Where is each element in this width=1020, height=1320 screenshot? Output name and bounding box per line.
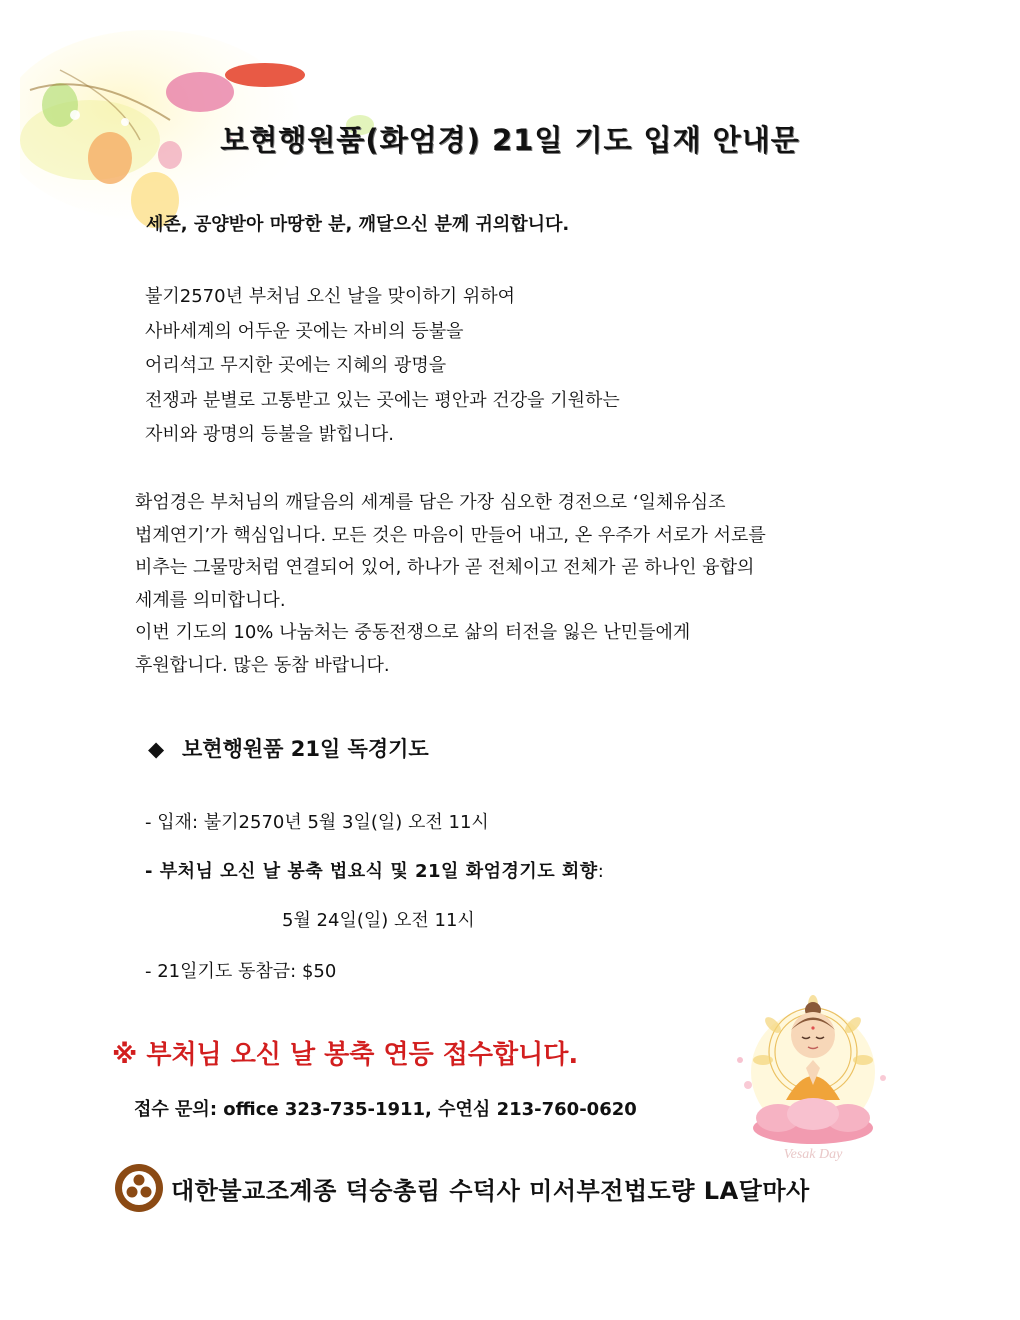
buddha-vesak-illustration xyxy=(718,990,908,1165)
temple-footer xyxy=(113,1162,810,1214)
paragraph-line: 법계연기’가 핵심입니다. 모든 것은 마음이 만들어 내고, 온 우주가 서로가 서로를 xyxy=(135,524,766,546)
vesak-day-watermark: Vesak Day xyxy=(783,1147,843,1162)
verse-line: 사바세계의 어두운 곳에는 자비의 등불을 xyxy=(145,320,464,342)
ceremony-text: - 부처님 오신 날 봉축 법요식 및 21일 화엄경기도 회향 xyxy=(145,861,598,882)
section-heading-text: 보현행원품 21일 독경기도 xyxy=(182,737,429,761)
diamond-bullet-icon: ◆ xyxy=(148,737,165,761)
verse-line: 자비와 광명의 등불을 밝힙니다. xyxy=(145,424,394,445)
temple-name: 대한불교조계종 덕숭총림 수덕사 미서부전법도량 LA달마사 xyxy=(171,1176,810,1205)
start-date-item: - 입재: 불기2570년 5월 3일(일) 오전 11시 xyxy=(145,812,489,833)
ceremony-item xyxy=(145,857,604,883)
verse-line: 어리석고 무지한 곳에는 지혜의 광명을 xyxy=(145,355,447,376)
paragraph-line: 화엄경은 부처님의 깨달음의 세계를 담은 가장 심오한 경전으로 ‘일체유심조 xyxy=(135,492,726,513)
verse-block xyxy=(145,280,620,453)
fee-item: - 21일기도 동참금: $50 xyxy=(145,961,337,982)
verse-line: 불기2570년 부처님 오신 날을 맞이하기 위하여 xyxy=(145,286,516,307)
section-heading xyxy=(148,733,429,763)
ceremony-colon: : xyxy=(597,861,605,882)
page-title: 보현행원품(화엄경) 21일 기도 입재 안내문 xyxy=(220,123,800,157)
contact-info: 접수 문의: office 323-735-1911, 수연심 213-760-0620 xyxy=(134,1099,637,1120)
paragraph-line: 이번 기도의 10% 나눔처는 중동전쟁으로 삶의 터전을 잃은 난민들에게 xyxy=(135,622,691,644)
verse-line: 전쟁과 분별로 고통받고 있는 곳에는 평안과 건강을 기원하는 xyxy=(145,389,620,411)
description-paragraph xyxy=(135,487,925,683)
jogye-order-logo-icon xyxy=(113,1162,165,1214)
paragraph-line: 세계를 의미합니다. xyxy=(135,589,286,611)
paragraph-line: 후원합니다. 많은 동참 바랍니다. xyxy=(135,654,390,676)
paragraph-line: 비추는 그물망처럼 연결되어 있어, 하나가 곧 전체이고 전체가 곧 하나인 융합의 xyxy=(135,557,755,579)
lantern-notice: ※ 부처님 오신 날 봉축 연등 접수합니다. xyxy=(112,1040,579,1070)
ceremony-date: 5월 24일(일) 오전 11시 xyxy=(282,910,475,931)
greeting: 세존, 공양받아 마땅한 분, 깨달으신 분께 귀의합니다. xyxy=(146,214,570,235)
